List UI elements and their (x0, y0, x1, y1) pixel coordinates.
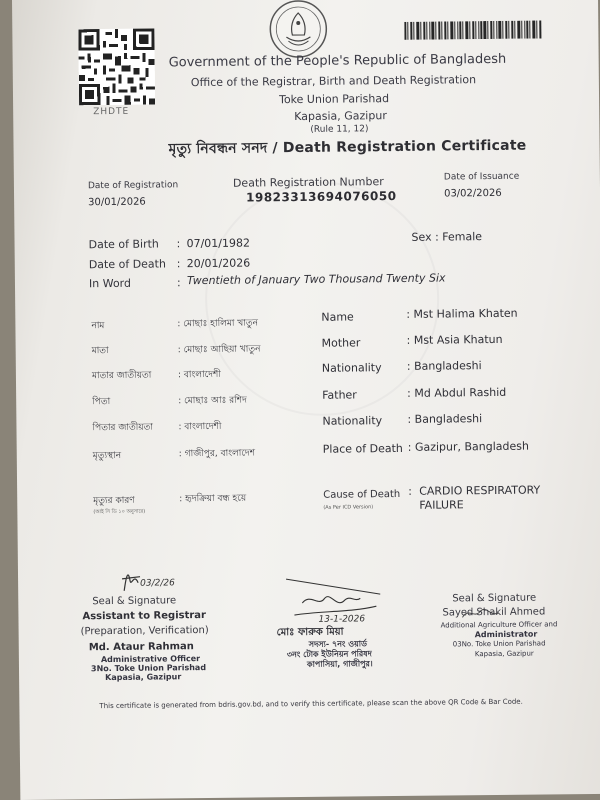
footer-note: This certificate is generated from bdris.gov.bd, and to verify this certificate, please scan the above QR Code & Bar Code. (99, 697, 523, 711)
left-handwritten-date: 03/2/26 (140, 578, 175, 589)
mother-bn-text: মোছাঃ আছিয়া খাতুন (183, 344, 261, 356)
father-nationality-en-value: : Bangladeshi (407, 412, 483, 426)
dod-value: 20/01/2026 (186, 256, 251, 271)
name-en-value: : Mst Halima Khaten (406, 306, 518, 321)
cause-bn-text: হৃদক্রিয়া বন্ধ হয়ে (185, 493, 247, 505)
left-stamp-line3: Kapasia, Gazipur (105, 672, 182, 683)
left-role-sub: (Preparation, Verification) (80, 624, 209, 638)
in-word-colon: : (176, 276, 181, 290)
left-stamp-name: Md. Ataur Rahman (88, 641, 194, 654)
place-of-death-bn-value: : গাজীপুর, বাংলাদেশ (178, 448, 256, 460)
name-en-text: Mst Halima Khaten (413, 306, 518, 321)
government-emblem (268, 0, 329, 59)
father-nationality-bn-text: বাংলাদেশী (184, 421, 222, 433)
father-nationality-bn-value: : বাংলাদেশী (178, 421, 222, 433)
mother-nationality-en-text: Bangladeshi (413, 359, 482, 373)
place-of-death-en-text: Gazipur, Bangladesh (414, 439, 530, 454)
left-stamp-line2: 3No. Toke Union Parishad (90, 663, 207, 674)
in-word-value: Twentieth of January Two Thousand Twenty Six (186, 271, 446, 288)
date-of-registration-value: 30/01/2026 (88, 196, 146, 209)
cause-en-value-line2: FAILURE (419, 498, 464, 512)
right-stamp-line2: Administrator (474, 629, 538, 640)
dob-value: 07/01/1982 (186, 236, 251, 251)
name-bn-value: : মোছাঃ হালিমা খাতুন (177, 318, 259, 330)
father-bn-text: মোছাঃ আঃ রশিদ (184, 395, 247, 407)
mother-bn-label: মাতা (91, 346, 109, 357)
mother-nationality-bn-label: মাতার জাতীয়তা (91, 370, 152, 382)
header-location: Kapasia, Gazipur (294, 109, 387, 124)
dob-label: Date of Birth (88, 237, 159, 252)
middle-stamp-line1: সদস্য- ৭নং ওয়ার্ড (308, 639, 368, 649)
cause-bn-label: মৃত্যুর কারণ (93, 495, 135, 507)
cause-en-colon: : (408, 484, 412, 498)
name-bn-text: মোছাঃ হালিমা খাতুন (183, 318, 259, 330)
registration-number-label: Death Registration Number (232, 175, 384, 190)
watermark-seal (204, 181, 440, 417)
certificate-title: মৃত্যু নিবন্ধন সনদ / Death Registration Certificate (168, 137, 527, 158)
date-of-issuance-value: 03/02/2026 (443, 187, 502, 200)
cause-en-sub: (As Per ICD Version) (323, 504, 374, 511)
dob-colon: : (176, 237, 181, 251)
father-nationality-en-label: Nationality (322, 414, 383, 428)
barcode (404, 20, 542, 39)
qr-code-graphic (78, 29, 155, 106)
left-role: Assistant to Registrar (82, 610, 206, 623)
mother-bn-value: : মোছাঃ আছিয়া খাতুন (177, 344, 261, 356)
middle-stamp-name: মোঃ ফারুক মিয়া (276, 626, 344, 639)
father-en-value: : Md Abdul Rashid (407, 385, 507, 400)
father-nationality-bn-label: পিতার জাতীয়তা (92, 422, 154, 434)
right-stamp-line3: 03No. Toke Union Parishad (452, 639, 546, 649)
header-rule: (Rule 11, 12) (310, 124, 369, 135)
father-nationality-en-text: Bangladeshi (414, 412, 483, 426)
right-stamp-name: Sayed Shakil Ahmed (442, 606, 546, 619)
mother-nationality-en-label: Nationality (321, 361, 382, 375)
registration-number-value: 19823313694076050 (246, 188, 397, 205)
mother-en-text: Mst Asia Khatun (413, 332, 503, 347)
place-of-death-bn-text: গাজীপুর, বাংলাদেশ (184, 448, 256, 460)
date-of-registration-label: Date of Registration (87, 180, 179, 192)
father-en-label: Father (322, 388, 357, 402)
left-seal-caption: Seal & Signature (92, 595, 177, 608)
name-en-label: Name (321, 310, 354, 324)
mother-nationality-en-value: : Bangladeshi (406, 359, 482, 373)
dod-label: Date of Death (88, 257, 166, 272)
certificate-paper (12, 0, 600, 800)
middle-handwritten-date: 13-1-2026 (318, 614, 366, 625)
barcode-graphic (404, 20, 542, 39)
mother-en-value: : Mst Asia Khatun (406, 332, 503, 347)
header-government: Government of the People's Republic of Bangladesh (168, 51, 507, 71)
sex-value: Sex : Female (411, 230, 483, 244)
header-union: Toke Union Parishad (278, 92, 390, 107)
right-stamp-line4: Kapasia, Gazipur (474, 649, 534, 659)
mother-nationality-bn-value: : বাংলাদেশী (177, 369, 221, 381)
place-of-death-bn-label: মৃত্যুস্থান (92, 450, 122, 462)
place-of-death-en-label: Place of Death (322, 441, 403, 456)
qr-code (78, 29, 155, 106)
father-bn-value: : মোছাঃ আঃ রশিদ (178, 395, 247, 407)
middle-stamp-line2: ৩নং টোক ইউনিয়ন পরিষদ (286, 649, 372, 660)
cause-bn-sub: (আই সি ডি ১০ অনুসারে) (93, 508, 146, 516)
place-of-death-en-value: : Gazipur, Bangladesh (407, 439, 530, 454)
dod-colon: : (176, 257, 181, 271)
cause-en-label: Cause of Death (323, 488, 401, 501)
header-office: Office of the Registrar, Birth and Death Registration (190, 73, 477, 90)
middle-stamp-line3: কাপাসিয়া, গাজীপুর। (306, 659, 373, 669)
father-bn-label: পিতা (92, 396, 111, 408)
left-stamp-line1: Administrative Officer (100, 654, 201, 665)
name-bn-label: নাম (91, 321, 105, 332)
father-en-text: Md Abdul Rashid (414, 385, 507, 400)
cause-en-value-line1: CARDIO RESPIRATORY (419, 483, 541, 498)
cause-bn-value: : হৃদক্রিয়া বন্ধ হয়ে (179, 493, 247, 505)
in-word-label: In Word (88, 276, 132, 291)
mother-nationality-bn-text: বাংলাদেশী (183, 369, 221, 381)
right-seal-caption: Seal & Signature (452, 592, 537, 605)
mother-en-label: Mother (321, 336, 361, 350)
qr-code-text: ZHDTE (93, 106, 130, 118)
right-stamp-line1: Additional Agriculture Officer and (440, 620, 558, 630)
date-of-issuance-label: Date of Issuance (443, 171, 520, 183)
